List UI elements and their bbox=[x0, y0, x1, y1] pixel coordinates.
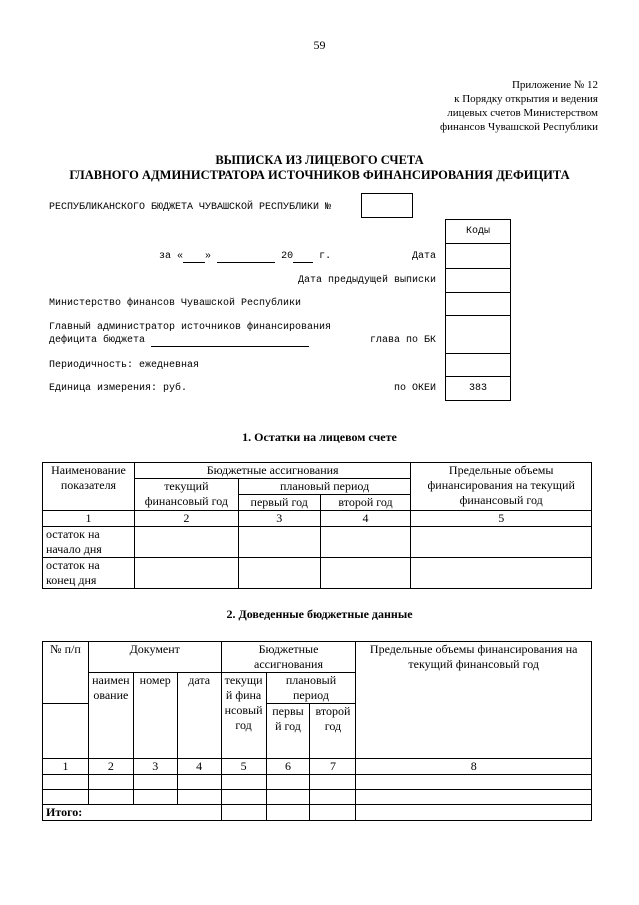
appendix-line: к Порядку открытия и ведения bbox=[454, 93, 598, 105]
value-cell[interactable] bbox=[88, 775, 133, 790]
okei-code-cell bbox=[445, 376, 511, 401]
column-number: 4 bbox=[177, 759, 221, 775]
col-plan-header: плановый период bbox=[238, 479, 411, 495]
admin-line-2-label: дефицита бюджета bbox=[49, 335, 146, 346]
total-label: Итого: bbox=[43, 805, 222, 821]
col-limit-header: Предельные объемы финансирования на текущий финансовый год bbox=[356, 642, 592, 759]
row-label: остаток на начало дня bbox=[43, 527, 135, 558]
col-second-header: второй год bbox=[310, 704, 356, 759]
value-cell[interactable] bbox=[356, 805, 592, 821]
column-number: 2 bbox=[88, 759, 133, 775]
column-number: 2 bbox=[134, 511, 238, 527]
date-mid: » bbox=[205, 251, 212, 262]
table-row bbox=[43, 558, 592, 589]
value-cell[interactable] bbox=[221, 790, 266, 805]
value-cell[interactable] bbox=[43, 790, 89, 805]
value-cell[interactable] bbox=[320, 558, 411, 589]
value-cell[interactable] bbox=[266, 805, 310, 821]
appendix-line: лицевых счетов Министерством bbox=[447, 107, 598, 119]
col-number-header: номер bbox=[133, 673, 177, 759]
col-name-header: наименование bbox=[88, 673, 133, 759]
date-line bbox=[159, 251, 331, 263]
admin-line-1: Главный администратор источников финансирования bbox=[49, 322, 332, 333]
value-cell[interactable] bbox=[266, 775, 310, 790]
admin-name-blank[interactable] bbox=[151, 335, 309, 347]
balances-table bbox=[42, 462, 592, 589]
column-number: 7 bbox=[310, 759, 356, 775]
periodicity-code-cell[interactable] bbox=[445, 353, 511, 377]
column-number: 1 bbox=[43, 759, 89, 775]
col-first-header: первый год bbox=[266, 704, 310, 759]
value-cell[interactable] bbox=[411, 527, 592, 558]
col-doc-header: Документ bbox=[88, 642, 221, 673]
table-row bbox=[43, 527, 592, 558]
budget-line: РЕСПУБЛИКАНСКОГО БЮДЖЕТА ЧУВАШСКОЙ РЕСПУБЛИКИ № bbox=[49, 202, 332, 213]
ministry-name: Министерство финансов Чувашской Республики bbox=[49, 298, 302, 309]
value-cell[interactable] bbox=[310, 775, 356, 790]
value-cell[interactable] bbox=[320, 527, 411, 558]
col-current-header: текущий финансовый год bbox=[134, 479, 238, 511]
section-1-title: 1. Остатки на лицевом счете bbox=[242, 430, 397, 444]
value-cell[interactable] bbox=[177, 790, 221, 805]
row-label: остаток на конец дня bbox=[43, 558, 135, 589]
unit-line: Единица измерения: руб. bbox=[49, 383, 188, 394]
value-cell[interactable] bbox=[134, 558, 238, 589]
col-assign-header: Бюджетные ассигнования bbox=[134, 463, 410, 479]
value-cell[interactable] bbox=[310, 790, 356, 805]
glava-label: глава по БК bbox=[369, 335, 436, 346]
appendix-line: финансов Чувашской Республики bbox=[439, 121, 598, 133]
year-blank[interactable] bbox=[293, 251, 313, 263]
value-cell[interactable] bbox=[356, 775, 592, 790]
date-prefix: за « bbox=[159, 251, 184, 262]
value-cell[interactable] bbox=[411, 558, 592, 589]
date-code-cell[interactable] bbox=[445, 243, 511, 269]
prev-date-code-cell[interactable] bbox=[445, 268, 511, 293]
budget-data-table bbox=[42, 641, 592, 821]
col-no-header: № п/п bbox=[43, 642, 89, 704]
admin-line-2 bbox=[49, 335, 309, 347]
year-prefix: 20 bbox=[281, 251, 294, 262]
date-label: Дата bbox=[411, 251, 436, 262]
codes-label: Коды bbox=[465, 226, 490, 237]
value-cell[interactable] bbox=[310, 805, 356, 821]
value-cell[interactable] bbox=[133, 775, 177, 790]
column-number: 3 bbox=[133, 759, 177, 775]
appendix-note bbox=[440, 78, 598, 134]
column-number: 6 bbox=[266, 759, 310, 775]
day-blank[interactable] bbox=[183, 251, 205, 263]
col-first-header: первый год bbox=[238, 495, 320, 511]
value-cell[interactable] bbox=[266, 790, 310, 805]
col-current-header: текущий финансовый год bbox=[221, 673, 266, 759]
column-number: 5 bbox=[411, 511, 592, 527]
section-2-title: 2. Доведенные бюджетные данные bbox=[226, 607, 413, 621]
value-cell[interactable] bbox=[221, 775, 266, 790]
value-cell[interactable] bbox=[88, 790, 133, 805]
okei-label: по ОКЕИ bbox=[393, 383, 436, 394]
value-cell[interactable] bbox=[134, 527, 238, 558]
ministry-code-cell[interactable] bbox=[445, 292, 511, 316]
codes-header-cell bbox=[445, 219, 511, 244]
page-number: 59 bbox=[313, 38, 326, 52]
column-number: 1 bbox=[43, 511, 135, 527]
col-name-header: Наименование показателя bbox=[43, 463, 135, 511]
value-cell[interactable] bbox=[356, 790, 592, 805]
periodicity: Периодичность: ежедневная bbox=[49, 360, 200, 371]
col-assign-header: Бюджетные ассигнования bbox=[221, 642, 356, 673]
col-date-header: дата bbox=[177, 673, 221, 759]
document-title bbox=[0, 153, 639, 183]
value-cell[interactable] bbox=[177, 775, 221, 790]
prev-date-label: Дата предыдущей выписки bbox=[297, 275, 436, 286]
column-number: 8 bbox=[356, 759, 592, 775]
col-plan-header: плановый период bbox=[266, 673, 356, 704]
total-row bbox=[43, 805, 592, 821]
value-cell[interactable] bbox=[133, 790, 177, 805]
col-limit-header: Предельные объемы финансирования на текущий финансовый год bbox=[411, 463, 592, 511]
statement-number-field[interactable] bbox=[361, 193, 413, 218]
month-blank[interactable] bbox=[217, 251, 275, 263]
okei-value: 383 bbox=[468, 383, 487, 394]
title-line: ВЫПИСКА ИЗ ЛИЦЕВОГО СЧЕТА bbox=[215, 153, 424, 167]
column-number: 5 bbox=[221, 759, 266, 775]
value-cell[interactable] bbox=[43, 775, 89, 790]
value-cell[interactable] bbox=[221, 805, 266, 821]
title-line: ГЛАВНОГО АДМИНИСТРАТОРА ИСТОЧНИКОВ ФИНАНСИРОВАНИЯ ДЕФИЦИТА bbox=[69, 168, 570, 182]
column-number: 3 bbox=[238, 511, 320, 527]
year-suffix: г. bbox=[319, 251, 332, 262]
col-second-header: второй год bbox=[320, 495, 411, 511]
table-row bbox=[43, 775, 592, 790]
column-number: 4 bbox=[320, 511, 411, 527]
table-row bbox=[43, 790, 592, 805]
value-cell[interactable] bbox=[238, 558, 320, 589]
glava-code-cell[interactable] bbox=[445, 315, 511, 354]
appendix-line: Приложение № 12 bbox=[511, 79, 598, 91]
value-cell[interactable] bbox=[238, 527, 320, 558]
